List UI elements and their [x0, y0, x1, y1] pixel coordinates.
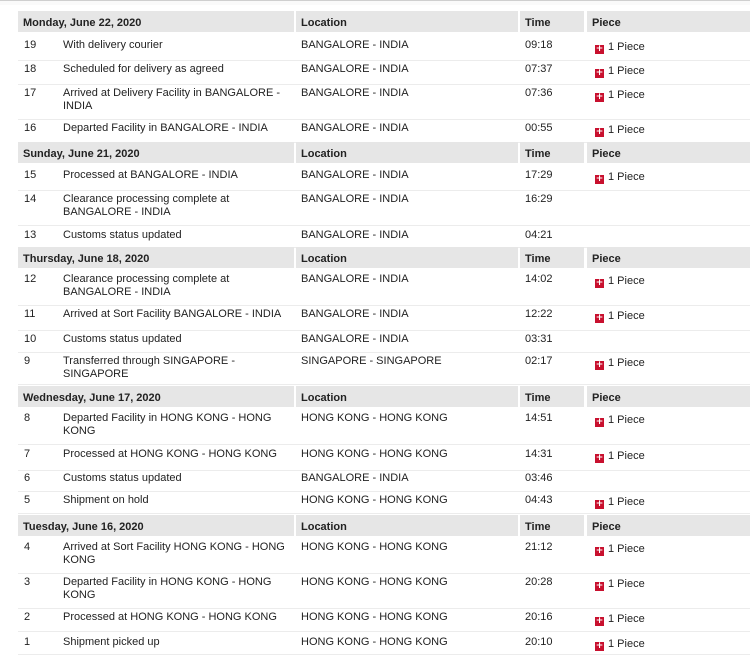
piece-column-header: Piece — [587, 247, 750, 268]
event-time: 03:31 — [525, 333, 553, 345]
event-location: HONG KONG - HONG KONG — [301, 541, 448, 553]
row-divider — [18, 84, 750, 85]
event-number: 19 — [24, 39, 37, 51]
piece-label: 1 Piece — [608, 638, 645, 650]
tracking-event-row — [0, 576, 750, 610]
row-divider — [18, 573, 750, 574]
date-heading: Monday, June 22, 2020 — [18, 11, 294, 32]
row-divider — [18, 384, 750, 385]
row-divider — [18, 631, 750, 632]
piece-label: 1 Piece — [608, 543, 645, 555]
event-number: 2 — [24, 611, 31, 623]
piece-toggle[interactable] — [595, 171, 745, 184]
event-description: Scheduled for delivery as agreed — [63, 63, 224, 75]
event-number: 17 — [24, 87, 37, 99]
piece-toggle[interactable] — [595, 357, 745, 370]
piece-label: 1 Piece — [608, 414, 645, 426]
piece-toggle[interactable] — [595, 414, 745, 427]
tracking-event-row — [0, 541, 750, 575]
date-heading: Tuesday, June 16, 2020 — [18, 515, 294, 536]
event-location: BANGALORE - INDIA — [301, 193, 409, 205]
tracking-event-row — [0, 412, 750, 446]
piece-toggle[interactable] — [595, 543, 745, 556]
event-description: With delivery courier — [63, 39, 163, 51]
event-description: Departed Facility in HONG KONG - HONG KONG — [63, 412, 272, 437]
event-time: 20:10 — [525, 636, 553, 648]
time-column-header: Time — [520, 386, 584, 407]
time-column-header: Time — [520, 142, 584, 163]
location-column-header: Location — [296, 515, 518, 536]
event-location: HONG KONG - HONG KONG — [301, 494, 448, 506]
event-location: BANGALORE - INDIA — [301, 63, 409, 75]
expand-plus-icon[interactable]: + — [595, 360, 604, 370]
event-time: 07:37 — [525, 63, 553, 75]
piece-column-header: Piece — [587, 142, 750, 163]
piece-label: 1 Piece — [608, 275, 645, 287]
event-number: 8 — [24, 412, 31, 424]
date-heading: Thursday, June 18, 2020 — [18, 247, 294, 268]
event-number: 7 — [24, 448, 31, 460]
piece-toggle[interactable] — [595, 638, 745, 651]
piece-toggle[interactable] — [595, 124, 745, 137]
location-column-header: Location — [296, 386, 518, 407]
event-location: HONG KONG - HONG KONG — [301, 636, 448, 648]
piece-label: 1 Piece — [608, 41, 645, 53]
event-time: 14:02 — [525, 273, 553, 285]
piece-label: 1 Piece — [608, 578, 645, 590]
tracking-event-row — [0, 193, 750, 227]
row-divider — [18, 491, 750, 492]
tracking-event-row — [0, 87, 750, 121]
event-time: 20:28 — [525, 576, 553, 588]
event-location: HONG KONG - HONG KONG — [301, 448, 448, 460]
event-number: 14 — [24, 193, 37, 205]
event-time: 04:43 — [525, 494, 553, 506]
tracking-event-row — [0, 39, 750, 62]
piece-label: 1 Piece — [608, 450, 645, 462]
event-number: 9 — [24, 355, 31, 367]
piece-column-header: Piece — [587, 11, 750, 32]
row-divider — [18, 190, 750, 191]
event-time: 16:29 — [525, 193, 553, 205]
tracking-event-row — [0, 448, 750, 472]
piece-toggle[interactable] — [595, 450, 745, 463]
expand-plus-icon[interactable]: + — [595, 417, 604, 427]
tracking-event-row — [0, 636, 750, 656]
tracking-event-row — [0, 355, 750, 386]
piece-label: 1 Piece — [608, 124, 645, 136]
expand-plus-icon[interactable]: + — [595, 278, 604, 288]
date-heading: Sunday, June 21, 2020 — [18, 142, 294, 163]
event-location: BANGALORE - INDIA — [301, 87, 409, 99]
event-number: 11 — [24, 308, 36, 320]
event-description: Processed at HONG KONG - HONG KONG — [63, 611, 277, 623]
event-time: 20:16 — [525, 611, 553, 623]
event-location: BANGALORE - INDIA — [301, 273, 409, 285]
event-description: Clearance processing complete at BANGALORE - INDIA — [63, 193, 230, 218]
location-column-header: Location — [296, 11, 518, 32]
event-location: BANGALORE - INDIA — [301, 169, 409, 181]
event-description: Arrived at Delivery Facility in BANGALORE - INDIA — [63, 87, 280, 112]
event-location: BANGALORE - INDIA — [301, 122, 409, 134]
event-number: 4 — [24, 541, 31, 553]
event-number: 10 — [24, 333, 37, 345]
event-time: 03:46 — [525, 472, 553, 484]
tracking-event-row — [0, 229, 750, 249]
event-description: Clearance processing complete at BANGALORE - INDIA — [63, 273, 230, 298]
tracking-event-row — [0, 494, 750, 515]
event-number: 13 — [24, 229, 37, 241]
piece-toggle[interactable] — [595, 89, 745, 102]
event-location: BANGALORE - INDIA — [301, 308, 409, 320]
event-time: 00:55 — [525, 122, 553, 134]
piece-toggle[interactable] — [595, 275, 745, 288]
row-divider — [18, 513, 750, 514]
event-time: 14:51 — [525, 412, 553, 424]
expand-plus-icon[interactable]: + — [595, 546, 604, 556]
row-divider — [18, 119, 750, 120]
piece-column-header: Piece — [587, 515, 750, 536]
row-divider — [18, 60, 750, 61]
event-time: 21:12 — [525, 541, 553, 553]
tracking-event-row — [0, 169, 750, 192]
expand-plus-icon[interactable]: + — [595, 641, 604, 651]
event-description: Customs status updated — [63, 472, 182, 484]
event-description: Customs status updated — [63, 333, 182, 345]
event-number: 18 — [24, 63, 37, 75]
event-description: Departed Facility in HONG KONG - HONG KONG — [63, 576, 272, 601]
expand-plus-icon[interactable]: + — [595, 581, 604, 591]
event-location: HONG KONG - HONG KONG — [301, 412, 448, 424]
tracking-event-row — [0, 308, 750, 332]
piece-label: 1 Piece — [608, 65, 645, 77]
tracking-event-row — [0, 273, 750, 307]
piece-toggle[interactable] — [595, 613, 745, 626]
expand-plus-icon[interactable]: + — [595, 499, 604, 509]
piece-column-header: Piece — [587, 386, 750, 407]
row-divider — [18, 225, 750, 226]
piece-label: 1 Piece — [608, 613, 645, 625]
event-location: HONG KONG - HONG KONG — [301, 611, 448, 623]
piece-toggle[interactable] — [595, 310, 745, 323]
event-number: 6 — [24, 472, 31, 484]
event-time: 12:22 — [525, 308, 553, 320]
piece-label: 1 Piece — [608, 310, 645, 322]
expand-plus-icon[interactable]: + — [595, 616, 604, 626]
piece-toggle[interactable] — [595, 65, 745, 78]
event-number: 3 — [24, 576, 31, 588]
event-location: BANGALORE - INDIA — [301, 229, 409, 241]
row-divider — [18, 470, 750, 471]
event-location: HONG KONG - HONG KONG — [301, 576, 448, 588]
expand-plus-icon[interactable]: + — [595, 453, 604, 463]
event-number: 1 — [24, 636, 31, 648]
event-description: Processed at BANGALORE - INDIA — [63, 169, 238, 181]
event-location: BANGALORE - INDIA — [301, 39, 409, 51]
tracking-event-row — [0, 611, 750, 633]
row-divider — [18, 352, 750, 353]
event-time: 09:18 — [525, 39, 553, 51]
expand-plus-icon[interactable]: + — [595, 44, 604, 54]
event-location: BANGALORE - INDIA — [301, 333, 409, 345]
top-border — [0, 0, 750, 5]
tracking-event-row — [0, 122, 750, 144]
event-description: Shipment on hold — [63, 494, 149, 506]
event-time: 14:31 — [525, 448, 553, 460]
time-column-header: Time — [520, 515, 584, 536]
location-column-header: Location — [296, 247, 518, 268]
event-description: Processed at HONG KONG - HONG KONG — [63, 448, 277, 460]
event-description: Arrived at Sort Facility HONG KONG - HONG KONG — [63, 541, 285, 566]
row-divider — [18, 330, 750, 331]
expand-plus-icon[interactable]: + — [595, 174, 604, 184]
event-location: SINGAPORE - SINGAPORE — [301, 355, 442, 367]
time-column-header: Time — [520, 11, 584, 32]
event-time: 04:21 — [525, 229, 553, 241]
date-heading: Wednesday, June 17, 2020 — [18, 386, 294, 407]
event-number: 5 — [24, 494, 31, 506]
tracking-event-row — [0, 472, 750, 493]
time-column-header: Time — [520, 247, 584, 268]
event-description: Customs status updated — [63, 229, 182, 241]
event-description: Transferred through SINGAPORE - SINGAPORE — [63, 355, 235, 380]
event-location: BANGALORE - INDIA — [301, 472, 409, 484]
tracking-event-row — [0, 333, 750, 354]
expand-plus-icon[interactable]: + — [595, 127, 604, 137]
event-description: Shipment picked up — [63, 636, 160, 648]
piece-label: 1 Piece — [608, 357, 645, 369]
piece-toggle[interactable] — [595, 578, 745, 591]
event-number: 16 — [24, 122, 37, 134]
tracking-event-row — [0, 63, 750, 86]
event-time: 07:36 — [525, 87, 553, 99]
piece-toggle[interactable] — [595, 41, 745, 54]
event-number: 15 — [24, 169, 37, 181]
event-description: Arrived at Sort Facility BANGALORE - INDIA — [63, 308, 282, 320]
row-divider — [18, 305, 750, 306]
row-divider — [18, 608, 750, 609]
expand-plus-icon[interactable]: + — [595, 313, 604, 323]
row-divider — [18, 654, 750, 655]
piece-label: 1 Piece — [608, 89, 645, 101]
expand-plus-icon[interactable]: + — [595, 68, 604, 78]
expand-plus-icon[interactable]: + — [595, 92, 604, 102]
row-divider — [18, 444, 750, 445]
event-time: 17:29 — [525, 169, 553, 181]
event-description: Departed Facility in BANGALORE - INDIA — [63, 122, 268, 134]
location-column-header: Location — [296, 142, 518, 163]
event-time: 02:17 — [525, 355, 553, 367]
event-number: 12 — [24, 273, 37, 285]
piece-toggle[interactable] — [595, 496, 745, 509]
piece-label: 1 Piece — [608, 171, 645, 183]
piece-label: 1 Piece — [608, 496, 645, 508]
